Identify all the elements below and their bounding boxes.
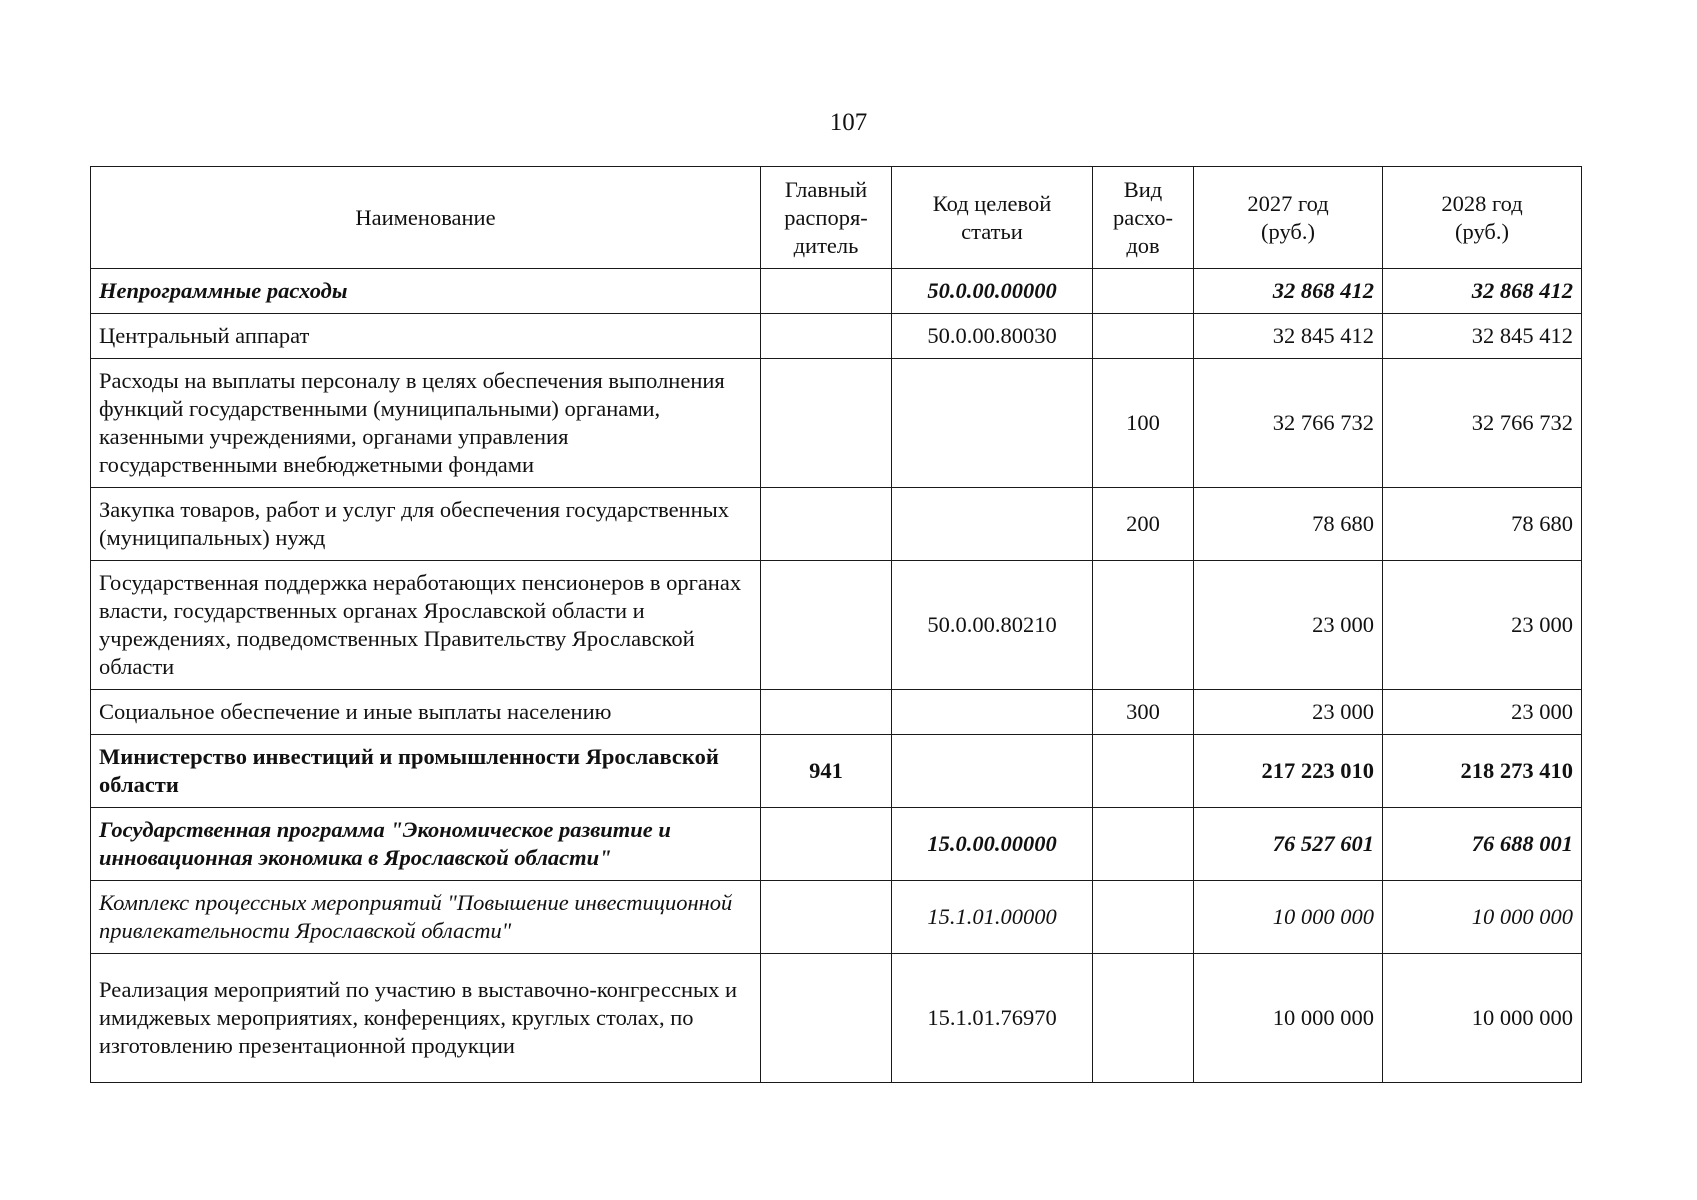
table-row xyxy=(91,690,1582,735)
table-row xyxy=(91,881,1582,954)
cell-name: Реализация мероприятий по участию в выставочно-конгрессных и имиджевых мероприятиях, конференциях, круглых столах, по изготовлению презентационной продукции xyxy=(91,954,761,1083)
cell-2027: 32 766 732 xyxy=(1194,359,1383,488)
cell-vr: 300 xyxy=(1093,690,1194,735)
cell-2027: 76 527 601 xyxy=(1194,808,1383,881)
table-header-row xyxy=(91,167,1582,269)
cell-2027: 10 000 000 xyxy=(1194,881,1383,954)
cell-code: 15.1.01.76970 xyxy=(892,954,1093,1083)
header-grbs-text: Главный распоря-дитель xyxy=(784,176,868,258)
header-name: Наименование xyxy=(91,167,761,269)
table-row xyxy=(91,735,1582,808)
budget-table xyxy=(90,166,1582,1083)
cell-vr xyxy=(1093,314,1194,359)
cell-2027: 32 845 412 xyxy=(1194,314,1383,359)
cell-2027: 217 223 010 xyxy=(1194,735,1383,808)
cell-name: Государственная поддержка неработающих пенсионеров в органах власти, государственных органах Ярославской области и учреждениях, подведомственных Правительству Ярославской области xyxy=(91,561,761,690)
cell-2028: 32 845 412 xyxy=(1383,314,1582,359)
cell-2027: 32 868 412 xyxy=(1194,269,1383,314)
cell-grbs xyxy=(761,314,892,359)
header-code: Код целевой статьи xyxy=(892,167,1093,269)
cell-name: Закупка товаров, работ и услуг для обеспечения государственных (муниципальных) нужд xyxy=(91,488,761,561)
cell-vr: 200 xyxy=(1093,488,1194,561)
table-row xyxy=(91,488,1582,561)
cell-code: 15.1.01.00000 xyxy=(892,881,1093,954)
cell-grbs xyxy=(761,488,892,561)
cell-code xyxy=(892,690,1093,735)
cell-grbs xyxy=(761,881,892,954)
cell-vr xyxy=(1093,735,1194,808)
page-number: 107 xyxy=(829,109,868,136)
cell-vr: 100 xyxy=(1093,359,1194,488)
cell-code: 50.0.00.80030 xyxy=(892,314,1093,359)
header-2027: 2027 год (руб.) xyxy=(1194,167,1383,269)
cell-grbs xyxy=(761,561,892,690)
cell-code xyxy=(892,359,1093,488)
cell-2027: 10 000 000 xyxy=(1194,954,1383,1083)
table-row xyxy=(91,561,1582,690)
cell-grbs xyxy=(761,359,892,488)
table-row xyxy=(91,359,1582,488)
cell-vr xyxy=(1093,269,1194,314)
cell-2028: 32 868 412 xyxy=(1383,269,1582,314)
cell-2028: 218 273 410 xyxy=(1383,735,1582,808)
cell-name: Государственная программа "Экономическое развитие и инновационная экономика в Ярославской области" xyxy=(91,808,761,881)
header-2028: 2028 год (руб.) xyxy=(1383,167,1582,269)
cell-2028: 10 000 000 xyxy=(1383,954,1582,1083)
cell-vr xyxy=(1093,954,1194,1083)
cell-2027: 23 000 xyxy=(1194,561,1383,690)
cell-code: 50.0.00.00000 xyxy=(892,269,1093,314)
cell-grbs xyxy=(761,269,892,314)
cell-name: Министерство инвестиций и промышленности Ярославской области xyxy=(91,735,761,808)
cell-name: Социальное обеспечение и иные выплаты населению xyxy=(91,690,761,735)
cell-name: Центральный аппарат xyxy=(91,314,761,359)
cell-name: Непрограммные расходы xyxy=(91,269,761,314)
cell-2028: 76 688 001 xyxy=(1383,808,1582,881)
cell-grbs xyxy=(761,954,892,1083)
cell-name: Комплекс процессных мероприятий "Повышение инвестиционной привлекательности Ярославской области" xyxy=(91,881,761,954)
cell-2027: 78 680 xyxy=(1194,488,1383,561)
cell-code xyxy=(892,488,1093,561)
cell-grbs xyxy=(761,808,892,881)
cell-vr xyxy=(1093,808,1194,881)
table-row xyxy=(91,808,1582,881)
cell-2028: 23 000 xyxy=(1383,690,1582,735)
table-row xyxy=(91,954,1582,1083)
cell-2028: 23 000 xyxy=(1383,561,1582,690)
cell-2028: 32 766 732 xyxy=(1383,359,1582,488)
table-row xyxy=(91,269,1582,314)
cell-code xyxy=(892,735,1093,808)
cell-grbs xyxy=(761,690,892,735)
cell-code: 50.0.00.80210 xyxy=(892,561,1093,690)
cell-vr xyxy=(1093,881,1194,954)
cell-2028: 78 680 xyxy=(1383,488,1582,561)
header-vr: Вид расхо-дов xyxy=(1093,167,1194,269)
cell-2028: 10 000 000 xyxy=(1383,881,1582,954)
cell-2027: 23 000 xyxy=(1194,690,1383,735)
cell-code: 15.0.00.00000 xyxy=(892,808,1093,881)
cell-vr xyxy=(1093,561,1194,690)
cell-grbs: 941 xyxy=(761,735,892,808)
cell-name: Расходы на выплаты персоналу в целях обеспечения выполнения функций государственными (муниципальными) органами, казенными учреждениями, органами управления государственными внебюджетными фондами xyxy=(91,359,761,488)
table-row xyxy=(91,314,1582,359)
header-grbs xyxy=(761,167,892,269)
